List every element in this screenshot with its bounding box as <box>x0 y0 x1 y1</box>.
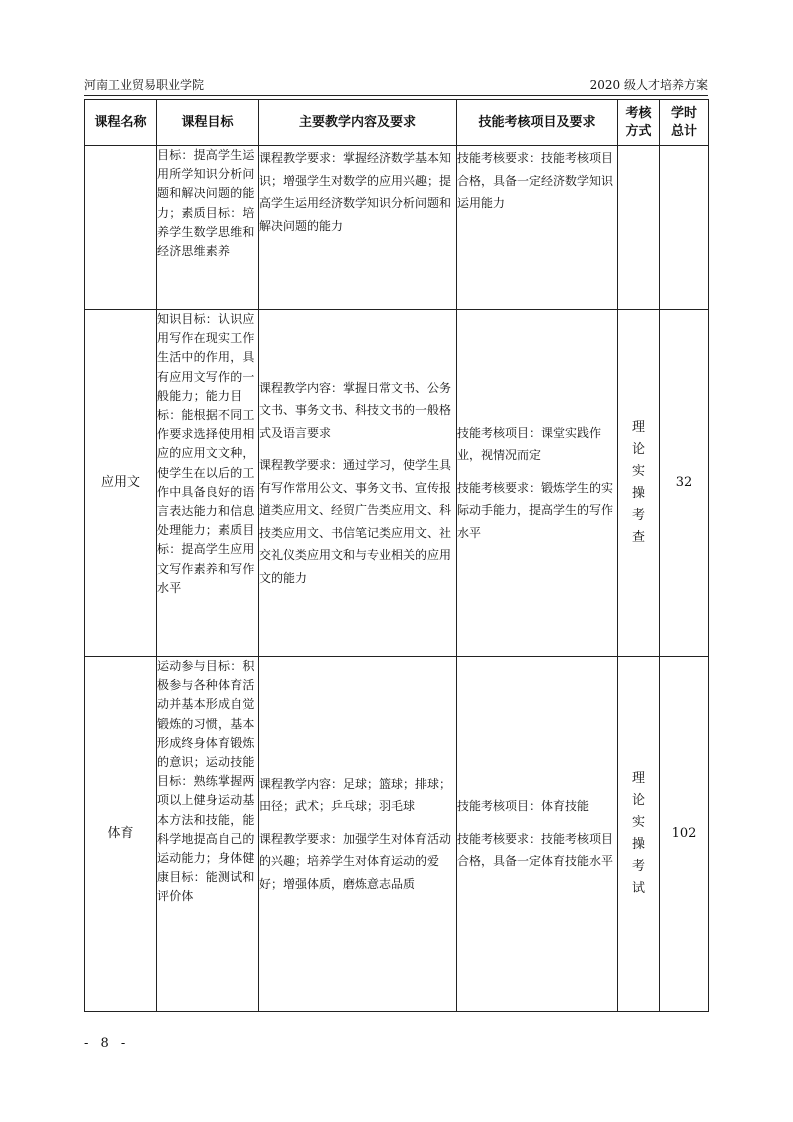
course-goal: 知识目标：认识应用写作在现实工作生活中的作用，具有应用文写作的一般能力；能力目标：能根据不同工作要求选择使用相应的应用文文种，使学生在以后的工作中具备良好的语言表达能力和信息处理能力；素质目标：提高学生应用文写作素养和写作水平 <box>157 310 259 657</box>
page-header <box>84 74 708 94</box>
content-paragraph: 课程教学要求：掌握经济数学基本知识；增强学生对数学的应用兴趣；提高学生运用经济数学知识分析问题和解决问题的能力 <box>259 151 452 233</box>
skill-paragraph: 技能考核项目：体育技能 <box>457 799 590 814</box>
course-goal: 目标：提高学生运用所学知识分析问题和解决问题的能力；素质目标：培养学生数学思维和经济思维素养 <box>157 146 259 310</box>
course-content <box>259 310 457 657</box>
total-hours: 102 <box>660 657 709 1012</box>
course-content <box>259 146 457 310</box>
column-header-course-goal: 课程目标 <box>157 100 259 146</box>
total-hours <box>660 146 709 310</box>
course-name: 应用文 <box>85 310 157 657</box>
skill-paragraph: 技能考核要求：技能考核项目合格，具备一定经济数学知识运用能力 <box>457 151 614 210</box>
column-header-content: 主要教学内容及要求 <box>259 100 457 146</box>
page-number: - 8 - <box>84 1036 130 1051</box>
skill-requirements <box>457 146 618 310</box>
column-header-hours: 学时总计 <box>660 100 709 146</box>
skill-paragraph: 技能考核要求：技能考核项目合格，具备一定体育技能水平 <box>457 831 614 869</box>
exam-method <box>618 146 660 310</box>
content-paragraph: 课程教学要求：加强学生对体育活动的兴趣；培养学生对体育运动的爱好；增强体质，磨炼意志品质 <box>259 831 452 891</box>
skill-requirements <box>457 310 618 657</box>
table-header-row <box>85 100 709 146</box>
skill-paragraph: 技能考核要求：锻炼学生的实际动手能力，提高学生的写作水平 <box>457 480 614 540</box>
table-row <box>85 657 709 1012</box>
course-content <box>259 657 457 1012</box>
content-paragraph: 课程教学内容：足球；篮球；排球；田径；武术；乒乓球；羽毛球 <box>259 776 452 814</box>
header-rule <box>84 95 708 96</box>
course-name: 体育 <box>85 657 157 1012</box>
column-header-skill: 技能考核项目及要求 <box>457 100 618 146</box>
skill-requirements <box>457 657 618 1012</box>
course-name <box>85 146 157 310</box>
document-title: 2020 级人才培养方案 <box>589 78 708 92</box>
total-hours: 32 <box>660 310 709 657</box>
course-table <box>84 99 709 1012</box>
course-goal: 运动参与目标：积极参与各种体育活动并基本形成自觉锻炼的习惯，基本形成终身体育锻炼的意识；运动技能目标：熟练掌握两项以上健身运动基本方法和技能，能科学地提高自己的运动能力；身体健康目标：能测试和评价体 <box>157 657 259 1012</box>
skill-paragraph: 技能考核项目：课堂实践作业，视情况而定 <box>457 425 602 463</box>
institution-name: 河南工业贸易职业学院 <box>84 78 205 92</box>
content-paragraph: 课程教学要求：通过学习，使学生具有写作常用公文、事务文书、宣传报道类应用文、经贸广告类应用文、科技类应用文、书信笔记类应用文、社交礼仪类应用文和与专业相关的应用文的能力 <box>259 458 452 585</box>
content-paragraph: 课程教学内容：掌握日常文书、公务文书、事务文书、科技文书的一般格式及语言要求 <box>259 380 452 440</box>
column-header-exam: 考核方式 <box>618 100 660 146</box>
table-row <box>85 310 709 657</box>
exam-method: 理论实操考查 <box>618 310 660 657</box>
exam-method: 理论实操考试 <box>618 657 660 1012</box>
column-header-course-name: 课程名称 <box>85 100 157 146</box>
table-row <box>85 146 709 310</box>
